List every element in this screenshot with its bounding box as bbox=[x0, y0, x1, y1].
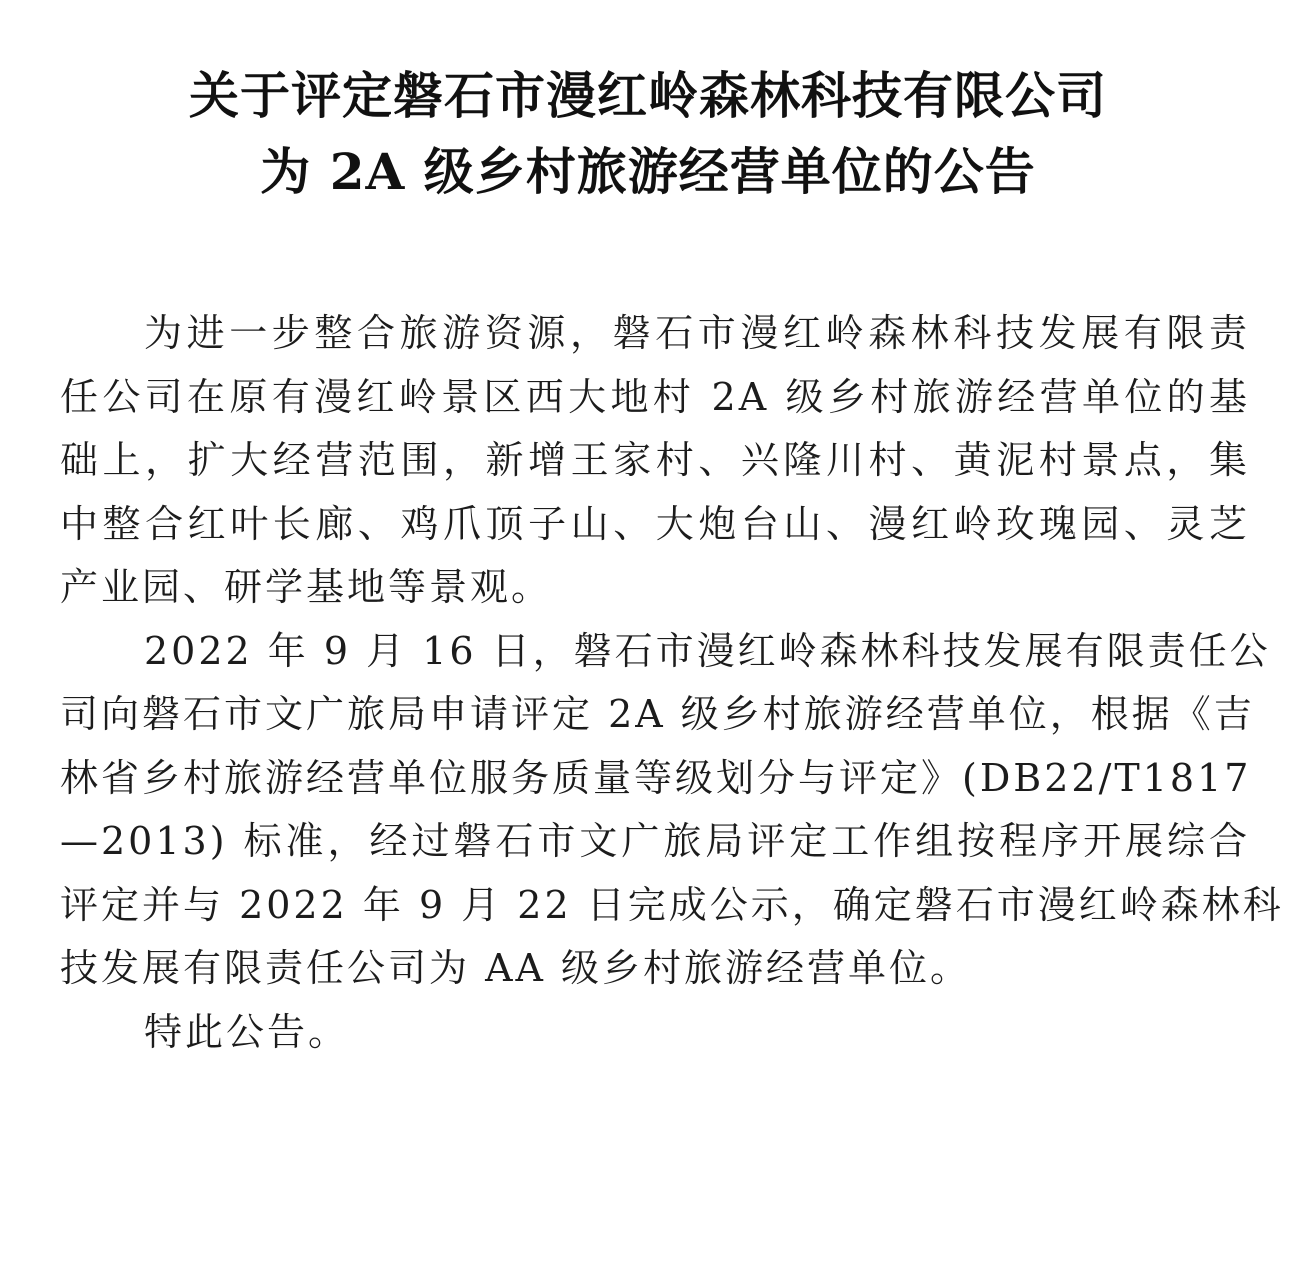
text-line: 评定并与 2022 年 9 月 22 日完成公示，确定磐石市漫红岭森林科 bbox=[60, 882, 1284, 927]
document-body bbox=[60, 302, 1284, 1064]
text-line: —2013) 标准，经过磐石市文广旅局评定工作组按程序开展综合 bbox=[60, 819, 1250, 863]
text-line: 林省乡村旅游经营单位服务质量等级划分与评定》(DB22/T1817 bbox=[60, 755, 1252, 800]
text-line: 础上，扩大经营范围，新增王家村、兴隆川村、黄泥村景点，集 bbox=[60, 438, 1250, 482]
paragraph-closing bbox=[60, 1001, 1250, 1065]
text-line: 技发展有限责任公司为 AA 级乡村旅游经营单位。 bbox=[60, 946, 972, 990]
title-line-1: 关于评定磐石市漫红岭森林科技有限公司 bbox=[189, 66, 1107, 125]
text-line: 司向磐石市文广旅局申请评定 2A 级乡村旅游经营单位，根据《吉 bbox=[60, 692, 1255, 736]
closing-line: 特此公告。 bbox=[144, 1009, 350, 1054]
document-title bbox=[40, 58, 1256, 210]
paragraph-evaluation bbox=[60, 620, 1284, 1001]
text-line: 产业园、研学基地等景观。 bbox=[60, 565, 553, 609]
text-line: 为进一步整合旅游资源，磐石市漫红岭森林科技发展有限责 bbox=[144, 311, 1250, 355]
text-line: 任公司在原有漫红岭景区西大地村 2A 级乡村旅游经营单位的基 bbox=[60, 374, 1250, 419]
text-line: 2022 年 9 月 16 日，磐石市漫红岭森林科技发展有限责任公 bbox=[144, 628, 1271, 673]
title-line-2: 为 2A 级乡村旅游经营单位的公告 bbox=[260, 142, 1036, 201]
paragraph-intro bbox=[60, 302, 1250, 620]
text-line: 中整合红叶长廊、鸡爪顶子山、大炮台山、漫红岭玫瑰园、灵芝 bbox=[60, 501, 1250, 546]
